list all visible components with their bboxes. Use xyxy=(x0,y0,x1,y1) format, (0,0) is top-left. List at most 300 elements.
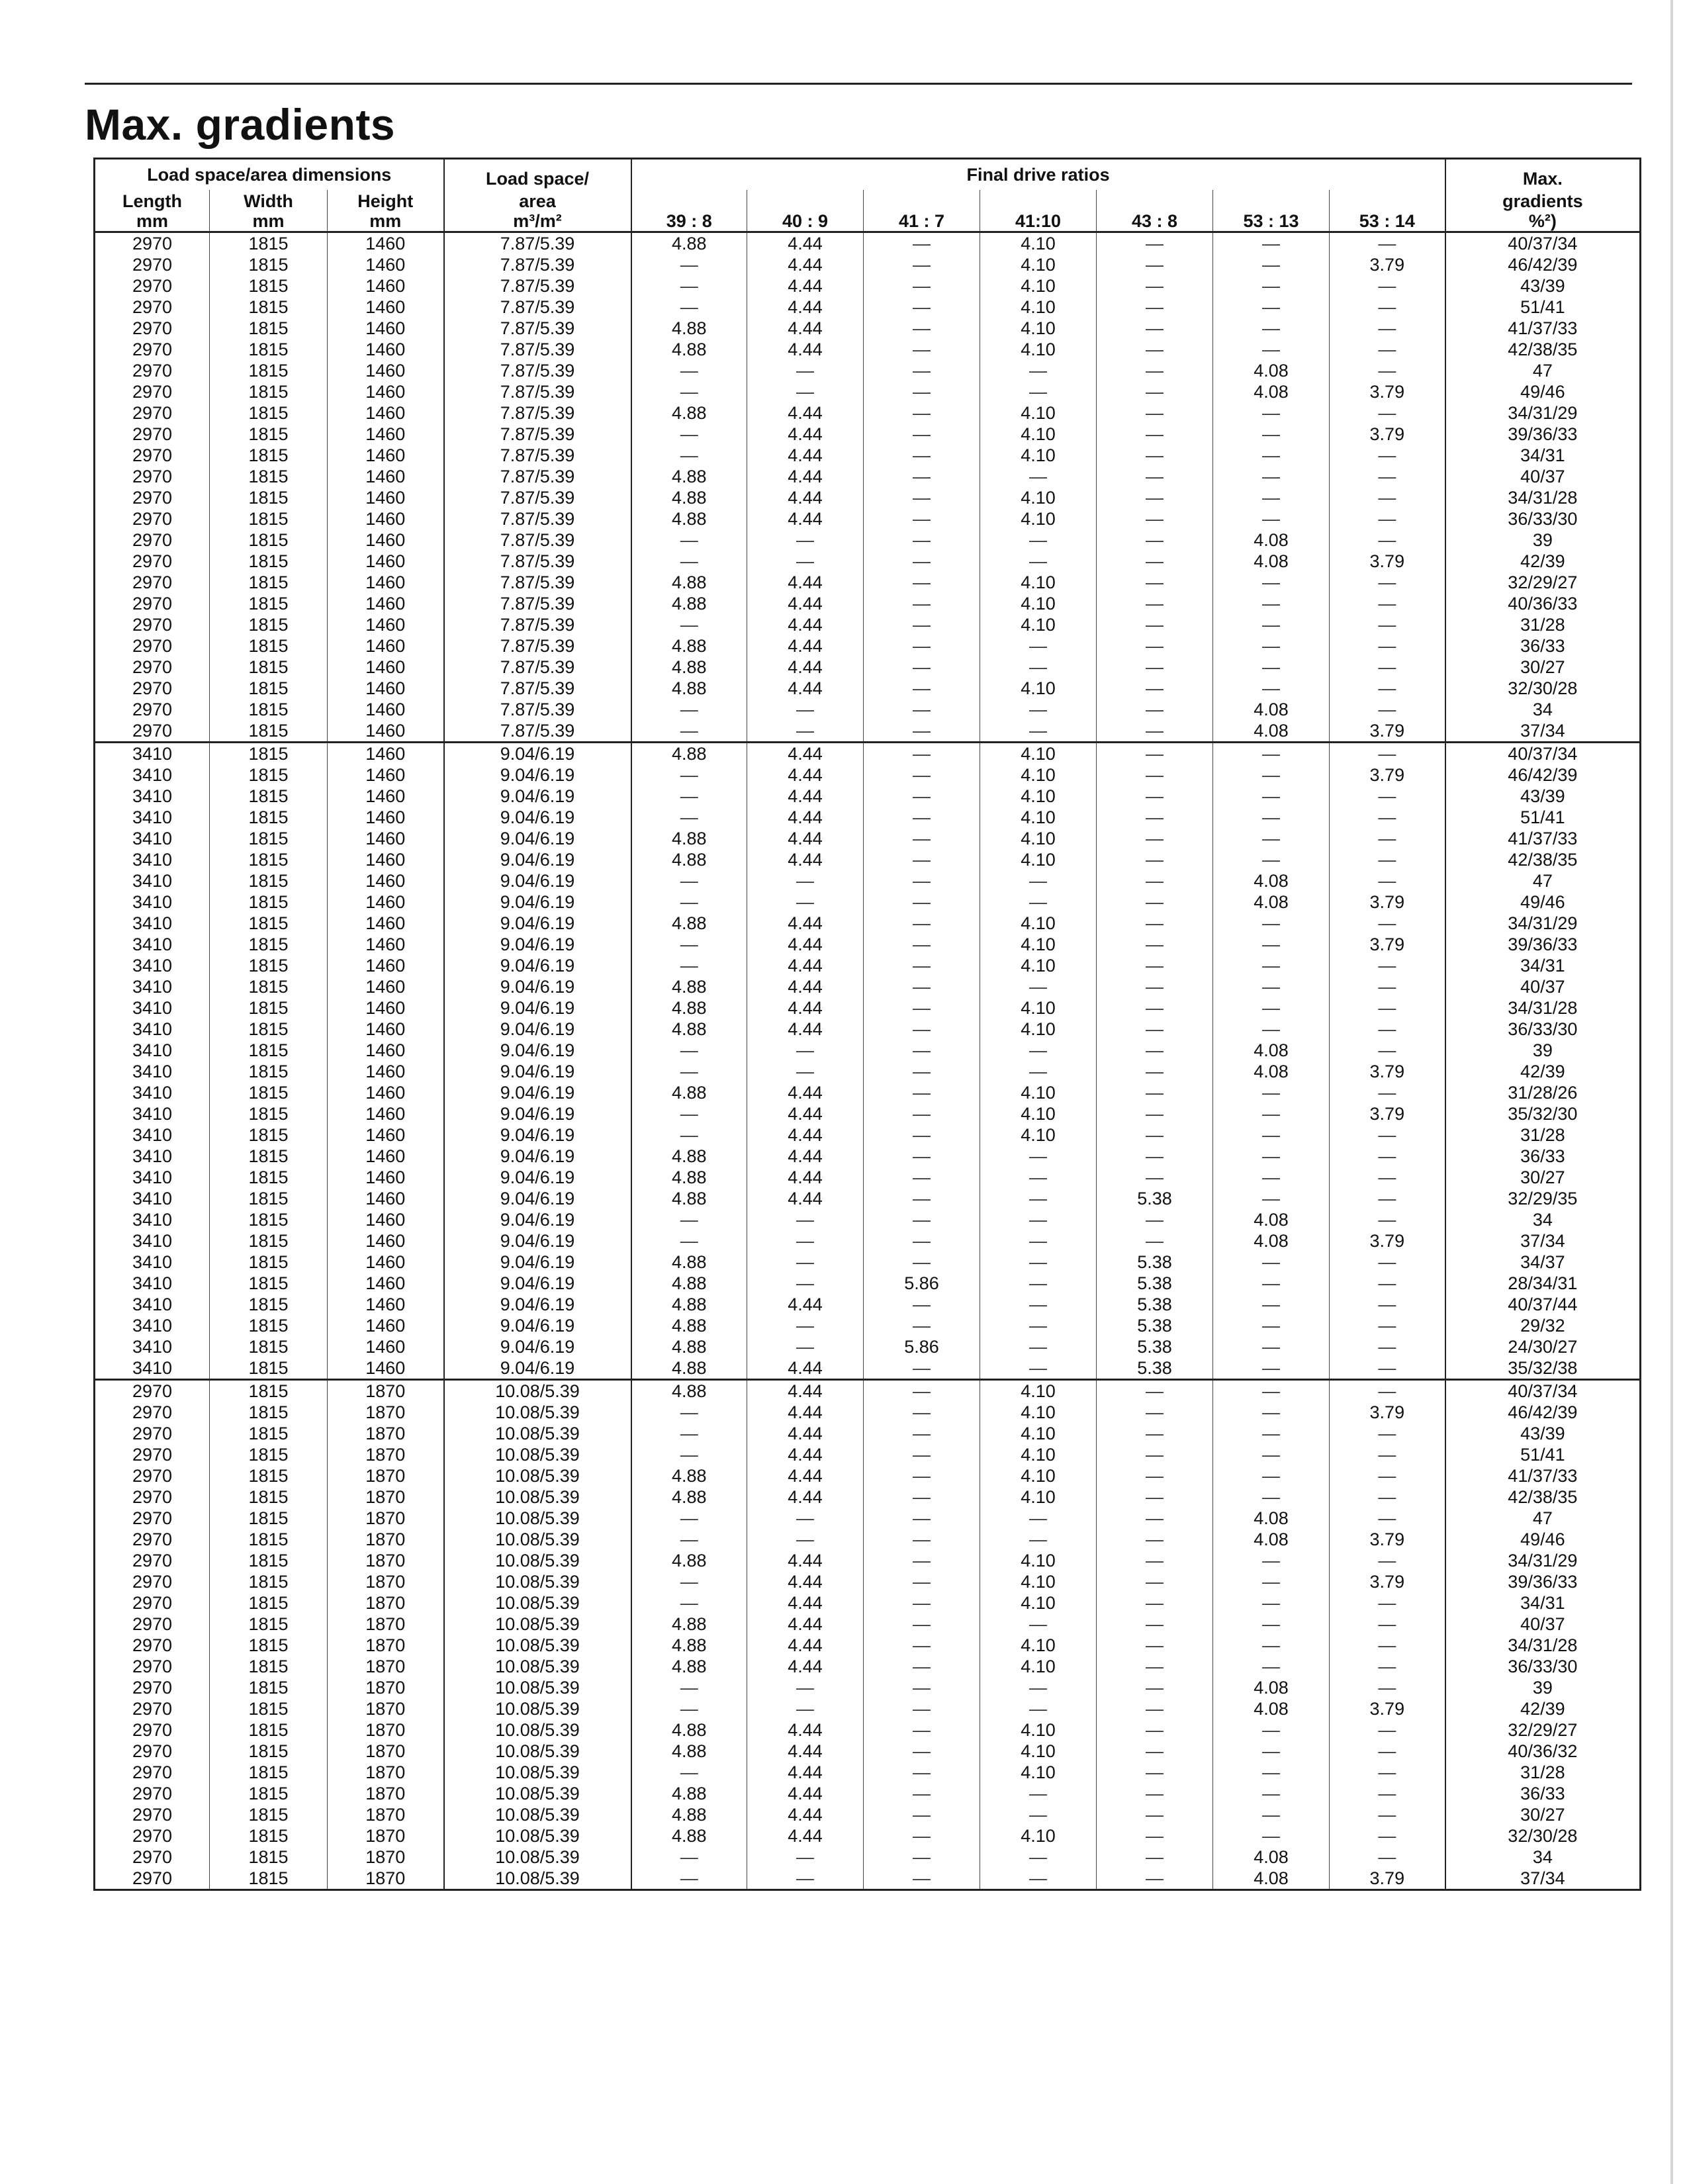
ratio-39-8-cell: 4.88 xyxy=(631,678,747,699)
ratio-41-7-cell: — xyxy=(864,1315,980,1336)
height-cell: 1870 xyxy=(328,1380,444,1402)
max-gradient-cell: 36/33/30 xyxy=(1445,1656,1641,1677)
ratio-40-9-cell: 4.44 xyxy=(747,614,864,635)
load-area-cell: 10.08/5.39 xyxy=(444,1592,631,1614)
ratio-41-7-cell: — xyxy=(864,381,980,402)
max-gradient-cell: 35/32/30 xyxy=(1445,1103,1641,1124)
ratio-43-8-cell: 5.38 xyxy=(1097,1336,1213,1357)
ratio-41-10-cell: — xyxy=(980,1061,1097,1082)
width-cell: 1815 xyxy=(210,657,328,678)
ratio-41-7-cell: — xyxy=(864,360,980,381)
load-area-cell: 9.04/6.19 xyxy=(444,1167,631,1188)
max-gradients-header: gradients %²) xyxy=(1445,190,1641,232)
ratio-53-13-cell: — xyxy=(1213,296,1330,318)
table-row xyxy=(95,1040,1641,1061)
table-row xyxy=(95,1103,1641,1124)
ratio-41-10-cell: — xyxy=(980,1209,1097,1230)
length-cell: 2970 xyxy=(132,594,173,614)
length-cell: 3410 xyxy=(132,934,173,954)
width-cell: 1815 xyxy=(210,699,328,720)
table-row xyxy=(95,1846,1641,1868)
load-area-cell: 9.04/6.19 xyxy=(444,807,631,828)
width-cell: 1815 xyxy=(210,466,328,487)
ratio-40-9-cell: 4.44 xyxy=(747,1357,864,1380)
ratio-41-7-cell: — xyxy=(864,487,980,508)
ratio-41-10-cell: 4.10 xyxy=(980,1380,1097,1402)
ratio-41-7-cell: — xyxy=(864,551,980,572)
table-row xyxy=(95,678,1641,699)
width-cell: 1815 xyxy=(210,720,328,743)
ratio-41-10-cell: 4.10 xyxy=(980,318,1097,339)
max-gradient-cell: 42/38/35 xyxy=(1445,1486,1641,1508)
width-cell: 1815 xyxy=(210,381,328,402)
ratio-43-8-cell: 5.38 xyxy=(1097,1251,1213,1273)
ratio-header: 43 : 8 xyxy=(1097,190,1213,232)
ratio-53-13-cell: — xyxy=(1213,1251,1330,1273)
ratio-53-13-cell: 4.08 xyxy=(1213,891,1330,913)
ratio-40-9-cell: 4.44 xyxy=(747,487,864,508)
width-cell: 1815 xyxy=(210,1783,328,1804)
ratio-41-7-cell: — xyxy=(864,786,980,807)
load-area-cell: 10.08/5.39 xyxy=(444,1614,631,1635)
ratio-41-10-cell: 4.10 xyxy=(980,955,1097,976)
ratio-39-8-cell: — xyxy=(631,1508,747,1529)
height-cell: 1870 xyxy=(328,1825,444,1846)
width-cell: 1815 xyxy=(210,360,328,381)
max-gradient-cell: 39 xyxy=(1445,1677,1641,1698)
ratio-41-10-cell: — xyxy=(980,1529,1097,1550)
load-area-cell: 10.08/5.39 xyxy=(444,1444,631,1465)
ratio-41-7-cell: — xyxy=(864,1209,980,1230)
length-cell: 3410 xyxy=(132,1019,173,1039)
width-cell: 1815 xyxy=(210,1336,328,1357)
load-area-cell: 7.87/5.39 xyxy=(444,402,631,424)
table-row xyxy=(95,487,1641,508)
ratio-39-8-cell: — xyxy=(631,934,747,955)
ratio-41-7-cell: — xyxy=(864,1783,980,1804)
ratio-40-9-cell: — xyxy=(747,1529,864,1550)
max-gradient-cell: 32/30/28 xyxy=(1445,678,1641,699)
ratio-41-7-cell: — xyxy=(864,466,980,487)
table-row xyxy=(95,807,1641,828)
length-header: Length mm xyxy=(95,190,210,232)
ratio-39-8-cell: — xyxy=(631,551,747,572)
ratio-43-8-cell: — xyxy=(1097,1698,1213,1719)
ratio-41-7-cell: — xyxy=(864,1423,980,1444)
ratio-53-14-cell: — xyxy=(1330,487,1445,508)
ratio-41-10-cell: — xyxy=(980,1315,1097,1336)
ratio-43-8-cell: — xyxy=(1097,743,1213,765)
table-row xyxy=(95,1825,1641,1846)
ratio-43-8-cell: — xyxy=(1097,807,1213,828)
width-cell: 1815 xyxy=(210,635,328,657)
ratio-53-13-cell: — xyxy=(1213,1402,1330,1423)
ratio-41-10-cell: 4.10 xyxy=(980,1592,1097,1614)
length-cell: 2970 xyxy=(132,361,173,381)
ratio-41-7-cell: — xyxy=(864,1508,980,1529)
table-row xyxy=(95,1698,1641,1719)
ratio-53-13-cell: — xyxy=(1213,678,1330,699)
ratio-53-14-cell: — xyxy=(1330,1273,1445,1294)
load-area-cell: 9.04/6.19 xyxy=(444,1124,631,1146)
width-cell: 1815 xyxy=(210,828,328,849)
ratio-41-7-cell: — xyxy=(864,849,980,870)
height-cell: 1460 xyxy=(328,891,444,913)
width-cell: 1815 xyxy=(210,1529,328,1550)
max-gradient-cell: 34/31/29 xyxy=(1445,402,1641,424)
ratio-53-14-cell: — xyxy=(1330,913,1445,934)
ratio-39-8-cell: 4.88 xyxy=(631,1188,747,1209)
ratio-39-8-cell: — xyxy=(631,1762,747,1783)
max-gradient-cell: 40/37/34 xyxy=(1445,232,1641,255)
max-gradient-cell: 43/39 xyxy=(1445,786,1641,807)
ratio-39-8-cell: 4.88 xyxy=(631,1357,747,1380)
ratio-53-14-cell: — xyxy=(1330,786,1445,807)
height-header: Height mm xyxy=(328,190,444,232)
ratio-43-8-cell: — xyxy=(1097,381,1213,402)
ratio-40-9-cell: — xyxy=(747,870,864,891)
height-cell: 1460 xyxy=(328,764,444,786)
width-cell: 1815 xyxy=(210,487,328,508)
ratio-40-9-cell: 4.44 xyxy=(747,318,864,339)
max-gradient-cell: 39/36/33 xyxy=(1445,934,1641,955)
ratio-53-13-cell: 4.08 xyxy=(1213,1508,1330,1529)
ratio-53-13-cell: — xyxy=(1213,1804,1330,1825)
ratio-53-14-cell: — xyxy=(1330,445,1445,466)
max-gradient-cell: 34 xyxy=(1445,1846,1641,1868)
max-gradient-cell: 36/33 xyxy=(1445,635,1641,657)
ratio-43-8-cell: — xyxy=(1097,1167,1213,1188)
ratio-53-14-cell: — xyxy=(1330,1846,1445,1868)
ratio-41-7-cell: — xyxy=(864,1868,980,1890)
gradients-table xyxy=(93,158,1641,1891)
ratio-40-9-cell: — xyxy=(747,1508,864,1529)
ratio-39-8-cell: — xyxy=(631,807,747,828)
ratio-53-13-cell: — xyxy=(1213,913,1330,934)
ratio-41-10-cell: 4.10 xyxy=(980,1444,1097,1465)
ratio-53-14-cell: — xyxy=(1330,1635,1445,1656)
height-cell: 1460 xyxy=(328,720,444,743)
max-gradient-cell: 24/30/27 xyxy=(1445,1336,1641,1357)
ratio-41-10-cell: 4.10 xyxy=(980,1635,1097,1656)
ratio-43-8-cell: — xyxy=(1097,1209,1213,1230)
length-cell: 2970 xyxy=(132,1593,173,1613)
max-gradient-cell: 41/37/33 xyxy=(1445,318,1641,339)
ratio-39-8-cell: 4.88 xyxy=(631,1146,747,1167)
ratio-41-7-cell: — xyxy=(864,1825,980,1846)
ratio-53-14-cell: 3.79 xyxy=(1330,1868,1445,1890)
table-row xyxy=(95,1423,1641,1444)
width-cell: 1815 xyxy=(210,318,328,339)
table-row xyxy=(95,955,1641,976)
height-cell: 1460 xyxy=(328,1188,444,1209)
load-area-cell: 9.04/6.19 xyxy=(444,997,631,1019)
max-gradient-cell: 39/36/33 xyxy=(1445,424,1641,445)
ratio-41-7-cell: — xyxy=(864,678,980,699)
max-gradient-cell: 47 xyxy=(1445,870,1641,891)
max-gradient-cell: 39 xyxy=(1445,1040,1641,1061)
ratio-40-9-cell: — xyxy=(747,1846,864,1868)
ratio-43-8-cell: 5.38 xyxy=(1097,1294,1213,1315)
max-gradient-cell: 42/38/35 xyxy=(1445,339,1641,360)
table-row xyxy=(95,1656,1641,1677)
ratio-40-9-cell: 4.44 xyxy=(747,1465,864,1486)
ratio-41-10-cell: 4.10 xyxy=(980,254,1097,275)
ratio-53-14-cell: — xyxy=(1330,955,1445,976)
ratio-40-9-cell: — xyxy=(747,1040,864,1061)
ratio-40-9-cell: 4.44 xyxy=(747,466,864,487)
ratio-53-13-cell: — xyxy=(1213,424,1330,445)
ratio-53-14-cell: — xyxy=(1330,849,1445,870)
ratio-41-7-cell: — xyxy=(864,445,980,466)
table-row xyxy=(95,1209,1641,1230)
max-gradient-cell: 36/33 xyxy=(1445,1146,1641,1167)
max-gradient-cell: 36/33/30 xyxy=(1445,508,1641,529)
ratio-53-14-cell: — xyxy=(1330,1380,1445,1402)
ratio-43-8-cell: — xyxy=(1097,1719,1213,1741)
load-area-cell: 7.87/5.39 xyxy=(444,720,631,743)
ratio-40-9-cell: 4.44 xyxy=(747,402,864,424)
ratio-39-8-cell: — xyxy=(631,1209,747,1230)
dims-group-header: Load space/area dimensions xyxy=(147,165,392,185)
height-cell: 1460 xyxy=(328,254,444,275)
ratio-41-7-cell: — xyxy=(864,1656,980,1677)
ratio-53-14-cell: — xyxy=(1330,1315,1445,1336)
ratio-40-9-cell: 4.44 xyxy=(747,1380,864,1402)
ratio-53-14-cell: — xyxy=(1330,529,1445,551)
ratio-41-7-cell: — xyxy=(864,318,980,339)
height-cell: 1460 xyxy=(328,1209,444,1230)
height-cell: 1460 xyxy=(328,466,444,487)
ratio-53-14-cell: — xyxy=(1330,678,1445,699)
height-cell: 1460 xyxy=(328,1273,444,1294)
ratio-53-13-cell: — xyxy=(1213,1167,1330,1188)
ratio-53-13-cell: 4.08 xyxy=(1213,720,1330,743)
ratio-53-14-cell: — xyxy=(1330,1508,1445,1529)
height-cell: 1460 xyxy=(328,1061,444,1082)
table-row xyxy=(95,508,1641,529)
length-cell: 3410 xyxy=(132,1189,173,1208)
ratio-39-8-cell: 4.88 xyxy=(631,1294,747,1315)
height-cell: 1460 xyxy=(328,913,444,934)
width-cell: 1815 xyxy=(210,445,328,466)
width-cell: 1815 xyxy=(210,593,328,614)
ratio-43-8-cell: — xyxy=(1097,1783,1213,1804)
ratio-40-9-cell: 4.44 xyxy=(747,849,864,870)
ratio-39-8-cell: 4.88 xyxy=(631,232,747,255)
page-edge xyxy=(1670,0,1673,2184)
table-row xyxy=(95,1804,1641,1825)
width-cell: 1815 xyxy=(210,1614,328,1635)
load-area-cell: 7.87/5.39 xyxy=(444,699,631,720)
ratio-41-7-cell: — xyxy=(864,232,980,255)
height-cell: 1870 xyxy=(328,1846,444,1868)
ratio-39-8-cell: 4.88 xyxy=(631,466,747,487)
ratio-53-14-cell: — xyxy=(1330,1444,1445,1465)
ratio-39-8-cell: 4.88 xyxy=(631,1635,747,1656)
ratio-41-10-cell: — xyxy=(980,1846,1097,1868)
ratio-43-8-cell: — xyxy=(1097,445,1213,466)
ratio-53-13-cell: — xyxy=(1213,997,1330,1019)
table-group xyxy=(95,743,1641,1380)
height-cell: 1460 xyxy=(328,593,444,614)
ratio-41-10-cell: 4.10 xyxy=(980,1402,1097,1423)
table-row xyxy=(95,466,1641,487)
ratio-39-8-cell: — xyxy=(631,1423,747,1444)
width-cell: 1815 xyxy=(210,1167,328,1188)
width-cell: 1815 xyxy=(210,955,328,976)
height-cell: 1460 xyxy=(328,402,444,424)
load-area-cell: 7.87/5.39 xyxy=(444,360,631,381)
ratio-43-8-cell: — xyxy=(1097,424,1213,445)
table-row xyxy=(95,1614,1641,1635)
ratio-41-7-cell: — xyxy=(864,529,980,551)
width-cell: 1815 xyxy=(210,1209,328,1230)
length-cell: 2970 xyxy=(132,1720,173,1740)
ratio-53-13-cell: — xyxy=(1213,807,1330,828)
table-row xyxy=(95,743,1641,765)
top-rule xyxy=(85,83,1632,85)
length-cell: 2970 xyxy=(132,424,173,444)
max-gradient-cell: 32/30/28 xyxy=(1445,1825,1641,1846)
width-cell: 1815 xyxy=(210,807,328,828)
table-row xyxy=(95,402,1641,424)
ratio-39-8-cell: 4.88 xyxy=(631,976,747,997)
ratio-41-7-cell: — xyxy=(864,402,980,424)
ratio-43-8-cell: — xyxy=(1097,976,1213,997)
ratio-43-8-cell: — xyxy=(1097,572,1213,593)
height-cell: 1870 xyxy=(328,1444,444,1465)
ratio-43-8-cell: — xyxy=(1097,1762,1213,1783)
max-gradient-cell: 31/28 xyxy=(1445,1762,1641,1783)
ratio-41-7-cell: — xyxy=(864,1465,980,1486)
table-row xyxy=(95,1124,1641,1146)
ratio-43-8-cell: — xyxy=(1097,1550,1213,1571)
ratio-40-9-cell: 4.44 xyxy=(747,635,864,657)
load-area-cell: 9.04/6.19 xyxy=(444,891,631,913)
ratio-41-7-cell: — xyxy=(864,1082,980,1103)
ratio-53-13-cell: — xyxy=(1213,1336,1330,1357)
ratio-39-8-cell: 4.88 xyxy=(631,657,747,678)
ratio-39-8-cell: — xyxy=(631,1571,747,1592)
ratio-53-13-cell: 4.08 xyxy=(1213,529,1330,551)
height-cell: 1460 xyxy=(328,339,444,360)
length-cell: 2970 xyxy=(132,1487,173,1507)
ratio-header: 53 : 13 xyxy=(1213,190,1330,232)
ratio-40-9-cell: 4.44 xyxy=(747,743,864,765)
ratio-41-7-cell: — xyxy=(864,955,980,976)
length-cell: 2970 xyxy=(132,488,173,508)
ratio-41-10-cell: — xyxy=(980,1188,1097,1209)
height-cell: 1870 xyxy=(328,1741,444,1762)
width-cell: 1815 xyxy=(210,1719,328,1741)
ratio-53-14-cell: — xyxy=(1330,1251,1445,1273)
ratio-53-14-cell: — xyxy=(1330,1188,1445,1209)
length-cell: 2970 xyxy=(132,276,173,296)
ratio-43-8-cell: — xyxy=(1097,296,1213,318)
ratio-53-14-cell: — xyxy=(1330,360,1445,381)
ratio-39-8-cell: — xyxy=(631,424,747,445)
ratio-39-8-cell: 4.88 xyxy=(631,1486,747,1508)
ratio-41-10-cell: 4.10 xyxy=(980,508,1097,529)
ratio-39-8-cell: — xyxy=(631,1592,747,1614)
ratio-41-10-cell: 4.10 xyxy=(980,849,1097,870)
ratio-40-9-cell: 4.44 xyxy=(747,424,864,445)
ratio-43-8-cell: — xyxy=(1097,1486,1213,1508)
ratio-43-8-cell: — xyxy=(1097,997,1213,1019)
length-cell: 2970 xyxy=(132,509,173,529)
ratio-41-7-cell: — xyxy=(864,1019,980,1040)
ratio-43-8-cell: — xyxy=(1097,786,1213,807)
table-row xyxy=(95,764,1641,786)
ratio-41-10-cell: — xyxy=(980,1336,1097,1357)
max-gradient-cell: 34/31 xyxy=(1445,445,1641,466)
length-cell: 3410 xyxy=(132,786,173,806)
ratio-41-10-cell: — xyxy=(980,1251,1097,1273)
ratio-41-10-cell: 4.10 xyxy=(980,786,1097,807)
max-gradient-cell: 49/46 xyxy=(1445,381,1641,402)
length-cell: 3410 xyxy=(132,1125,173,1145)
ratio-39-8-cell: — xyxy=(631,360,747,381)
width-cell: 1815 xyxy=(210,849,328,870)
ratio-41-10-cell: 4.10 xyxy=(980,1571,1097,1592)
table-row xyxy=(95,593,1641,614)
ratio-40-9-cell: 4.44 xyxy=(747,1124,864,1146)
length-cell: 3410 xyxy=(132,765,173,785)
ratio-40-9-cell: 4.44 xyxy=(747,1614,864,1635)
load-area-cell: 10.08/5.39 xyxy=(444,1741,631,1762)
ratio-53-13-cell: — xyxy=(1213,1465,1330,1486)
height-cell: 1460 xyxy=(328,508,444,529)
ratio-43-8-cell: — xyxy=(1097,1677,1213,1698)
height-cell: 1460 xyxy=(328,870,444,891)
table-row xyxy=(95,976,1641,997)
max-gradient-cell: 34/31/28 xyxy=(1445,997,1641,1019)
ratio-header: 40 : 9 xyxy=(747,190,864,232)
ratio-41-7-cell: — xyxy=(864,807,980,828)
max-gradient-cell: 29/32 xyxy=(1445,1315,1641,1336)
ratio-53-13-cell: — xyxy=(1213,934,1330,955)
load-area-cell: 7.87/5.39 xyxy=(444,466,631,487)
width-cell: 1815 xyxy=(210,764,328,786)
ratio-53-14-cell: — xyxy=(1330,572,1445,593)
ratio-41-10-cell: 4.10 xyxy=(980,1719,1097,1741)
ratio-43-8-cell: — xyxy=(1097,678,1213,699)
ratio-40-9-cell: 4.44 xyxy=(747,1486,864,1508)
length-cell: 2970 xyxy=(95,1380,210,1402)
ratio-41-10-cell: — xyxy=(980,699,1097,720)
table-row xyxy=(95,1380,1641,1402)
ratio-39-8-cell: 4.88 xyxy=(631,743,747,765)
ratio-53-13-cell: 4.08 xyxy=(1213,1677,1330,1698)
ratio-39-8-cell: — xyxy=(631,955,747,976)
max-gradient-cell: 34/31 xyxy=(1445,955,1641,976)
ratio-39-8-cell: 4.88 xyxy=(631,402,747,424)
width-header: Width mm xyxy=(210,190,328,232)
ratio-39-8-cell: — xyxy=(631,891,747,913)
ratio-53-13-cell: — xyxy=(1213,402,1330,424)
max-gradient-cell: 42/38/35 xyxy=(1445,849,1641,870)
table-group xyxy=(95,1380,1641,1890)
ratio-53-13-cell: 4.08 xyxy=(1213,1868,1330,1890)
ratio-40-9-cell: 4.44 xyxy=(747,913,864,934)
load-area-cell: 9.04/6.19 xyxy=(444,1357,631,1380)
table-row xyxy=(95,232,1641,255)
table-row xyxy=(95,1336,1641,1357)
ratio-39-8-cell: — xyxy=(631,529,747,551)
ratio-53-14-cell: 3.79 xyxy=(1330,424,1445,445)
ratio-40-9-cell: 4.44 xyxy=(747,1783,864,1804)
